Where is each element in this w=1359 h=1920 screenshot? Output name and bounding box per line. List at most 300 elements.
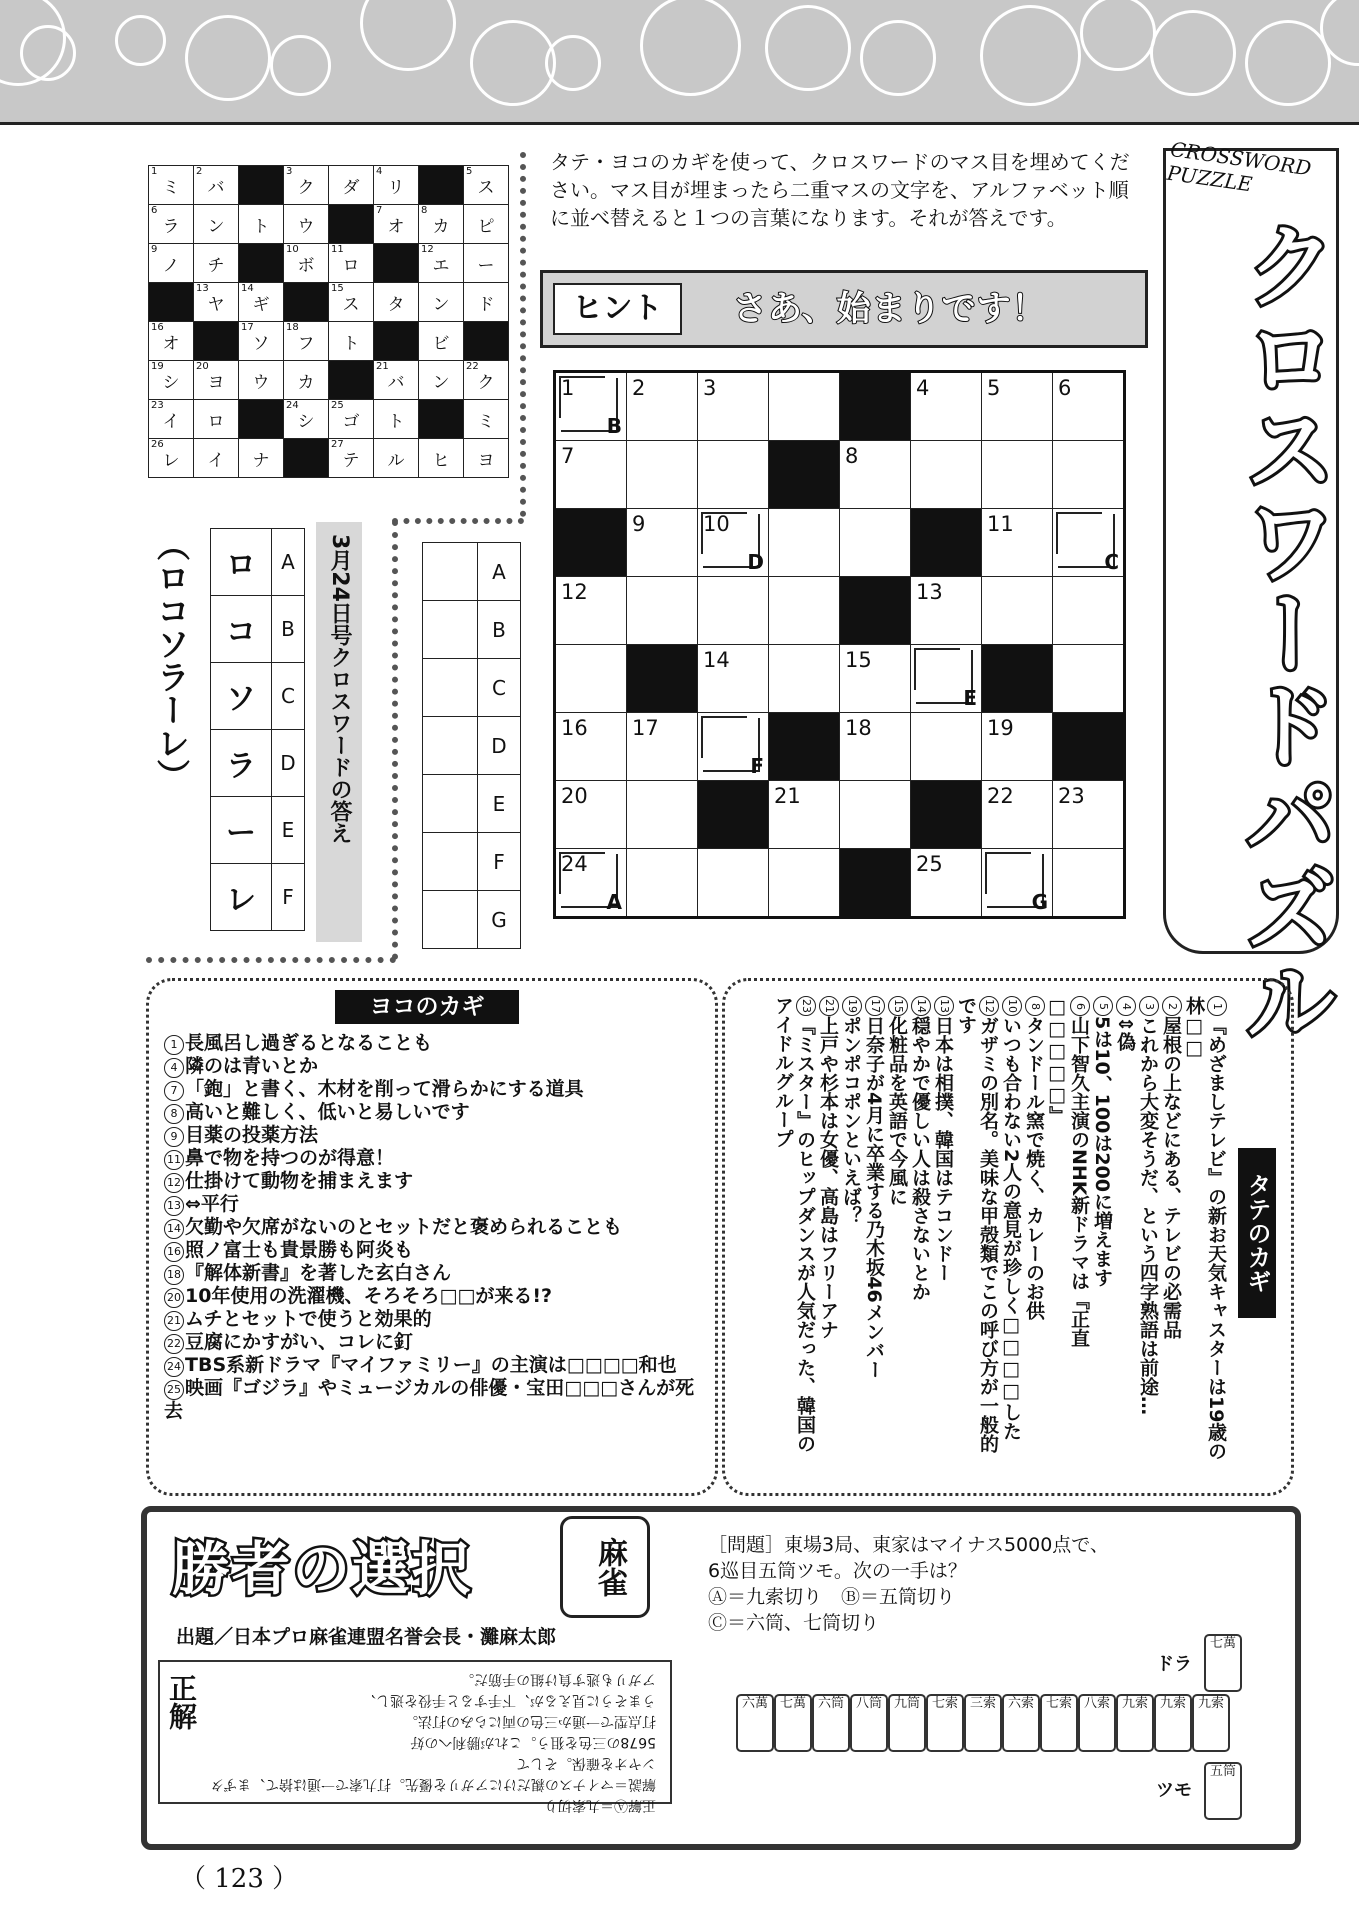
clue-text: 仕掛けて動物を捕まえます [185, 1170, 414, 1192]
answer-line: アガリも逃す負け組の手筋だ。 [460, 1671, 656, 1687]
grid-cell[interactable] [911, 577, 982, 645]
solution-cell [374, 166, 419, 205]
clue-text: ポンポコポンといえば？ [840, 1016, 862, 1225]
solution-cell [194, 361, 239, 400]
black-cell [419, 400, 464, 439]
solution-cell [194, 205, 239, 244]
grid-cell[interactable] [698, 372, 769, 441]
clue-number: 14 [164, 1219, 184, 1239]
cell-char: ギ [252, 294, 270, 315]
solution-cell [239, 322, 284, 361]
solution-cell [329, 322, 374, 361]
yoko-clue [164, 1354, 704, 1377]
grid-cell[interactable] [982, 372, 1053, 441]
instructions: タテ・ヨコのカギを使って、クロスワードのマス目を埋めてください。マス目が埋まったら二重マスの文字を、アルファベット順に並べ替えると１つの言葉になります。それが答えです。 [550, 150, 1130, 230]
tate-clue [932, 996, 955, 1466]
grid-cell[interactable] [627, 849, 698, 918]
cell-number: 12 [561, 580, 588, 604]
tate-clue [1091, 996, 1114, 1466]
black-cell [627, 645, 698, 713]
question-line: Ⓒ＝六筒、七筒切り [708, 1612, 880, 1634]
clue-text: 「鉋」と書く、木材を削って滑らかにする道具 [185, 1078, 584, 1100]
cell-number: 21 [774, 784, 801, 808]
yoko-clue [164, 1193, 704, 1216]
clue-number: 2 [1162, 996, 1182, 1016]
grid-cell[interactable] [698, 441, 769, 509]
answer-char: ロ [211, 529, 272, 596]
double-box-letter: F [750, 754, 764, 778]
clue-number: 13 [164, 1196, 184, 1216]
grid-cell[interactable] [1053, 849, 1125, 918]
crossword-grid[interactable] [553, 370, 1126, 919]
grid-cell[interactable] [555, 713, 627, 781]
answer-letter: B [272, 596, 305, 663]
cell-number: 4 [376, 166, 383, 177]
answer-letter: D [478, 717, 521, 775]
bubble [115, 15, 166, 66]
cell-number: 4 [916, 376, 930, 400]
yoko-clue [164, 1331, 704, 1354]
mahjong-title: 勝者の選択 [172, 1535, 473, 1603]
clue-text: 日本は相撲、韓国はテコンドー [932, 1016, 954, 1282]
cell-char: ト [342, 333, 360, 354]
solution-cell [464, 400, 509, 439]
grid-cell[interactable] [698, 713, 769, 781]
tate-clue [1160, 996, 1183, 1466]
grid-cell[interactable] [698, 509, 769, 577]
cell-number: 25 [916, 852, 943, 876]
tate-clue [1183, 996, 1228, 1466]
solution-cell [239, 283, 284, 322]
answer-char: ー [211, 797, 272, 864]
solution-cell [149, 244, 194, 283]
answer-line: うまそうに見えるが、下手すると手役を逃し、 [362, 1692, 656, 1708]
grid-cell[interactable] [555, 849, 627, 918]
cell-char: イ [162, 411, 180, 432]
cell-char: ミ [162, 177, 180, 198]
previous-answer-bracket: （ロコソラーレ） [152, 528, 191, 792]
cell-char: レ [162, 450, 180, 471]
mahjong-tile: 七萬 [774, 1694, 812, 1752]
bubble [545, 35, 601, 91]
grid-cell[interactable] [1053, 781, 1125, 849]
clue-text: 5は10、100は200に増えます [1091, 1016, 1113, 1287]
cell-char: ヤ [207, 294, 225, 315]
clue-number: 25 [164, 1380, 184, 1400]
header-band [0, 0, 1359, 125]
answer-entry-box [422, 542, 521, 949]
grid-cell[interactable] [627, 441, 698, 509]
cell-number: 22 [987, 784, 1014, 808]
grid-cell[interactable] [698, 577, 769, 645]
answer-line: 5678の三色を狙う。これが勝利への好 [410, 1734, 656, 1750]
grid-cell[interactable] [1053, 645, 1125, 713]
solution-cell [419, 322, 464, 361]
grid-cell[interactable] [769, 849, 840, 918]
cell-number: 3 [286, 166, 293, 177]
grid-cell[interactable] [1053, 509, 1125, 577]
cell-number: 24 [286, 400, 299, 411]
black-cell [284, 283, 329, 322]
clue-number: 17 [865, 996, 885, 1016]
black-cell [239, 166, 284, 205]
yoko-clue-list [164, 1032, 704, 1422]
yoko-clue [164, 1170, 704, 1193]
black-cell [329, 361, 374, 400]
clue-text: 鼻で物を持つのが得意！ [185, 1147, 395, 1169]
solution-cell [149, 166, 194, 205]
cell-char: ビ [432, 333, 450, 354]
cell-char: ル [387, 450, 405, 471]
bubble [765, 5, 851, 91]
answer-input-cell[interactable] [423, 717, 478, 775]
answer-line: 解説＝マイナスの親だけにアガリを優先。打九索で一通は捨て、まずタンヤオを確保。そして [210, 1755, 656, 1792]
clue-text: 穏やかで優しい人は殺さないとか [909, 1016, 931, 1301]
clue-number: 8 [164, 1104, 184, 1124]
page-title: クロスワードパズル [1230, 218, 1337, 1046]
cell-number: 16 [151, 322, 164, 333]
black-cell [769, 441, 840, 509]
bubble [1150, 10, 1236, 96]
double-box-letter: B [606, 414, 622, 438]
cell-char: ヨ [477, 450, 495, 471]
grid-cell[interactable] [627, 713, 698, 781]
cell-char: ス [477, 177, 495, 198]
mahjong-tile: 八索 [1078, 1694, 1116, 1752]
cell-char: ダ [342, 177, 360, 198]
mahjong-tile: 九筒 [888, 1694, 926, 1752]
cell-number: 11 [987, 512, 1014, 536]
answer-input-cell[interactable] [423, 775, 478, 833]
clue-number: 23 [796, 996, 816, 1016]
black-cell [464, 322, 509, 361]
cell-number: 6 [1058, 376, 1072, 400]
solution-cell [284, 166, 329, 205]
grid-cell[interactable] [555, 577, 627, 645]
divider [520, 152, 526, 517]
answer-text-upside-down [206, 1668, 656, 1815]
clue-text: 10年使用の洗濯機、そろそろ□□が来る!? [185, 1285, 553, 1307]
mahjong-tile: 六筒 [812, 1694, 850, 1752]
grid-cell[interactable] [840, 781, 911, 849]
dora-label: ドラ [1156, 1654, 1192, 1675]
mahjong-question [708, 1532, 1268, 1636]
cell-number: 26 [151, 439, 164, 450]
grid-cell[interactable] [982, 441, 1053, 509]
grid-cell[interactable] [769, 509, 840, 577]
tate-clue [955, 996, 1000, 1466]
solution-cell [284, 205, 329, 244]
solution-cell [194, 244, 239, 283]
cell-char: チ [207, 255, 225, 276]
clue-text: 高いと難しく、低いと易しいです [185, 1101, 470, 1123]
cell-number: 15 [331, 283, 344, 294]
grid-cell[interactable] [982, 781, 1053, 849]
cell-number: 23 [151, 400, 164, 411]
answer-letter: C [272, 663, 305, 730]
cell-char: テ [342, 450, 360, 471]
cell-char: シ [297, 411, 315, 432]
question-line: Ⓐ＝九索切り Ⓑ＝五筒切り [708, 1586, 956, 1608]
clue-number: 19 [842, 996, 862, 1016]
answer-line: 打点型で一通か三色の両にらみの打法。 [404, 1713, 656, 1729]
previous-answer-box [210, 528, 305, 931]
solution-cell [239, 439, 284, 478]
answer-char: ソ [211, 663, 272, 730]
clue-number: 4 [164, 1058, 184, 1078]
cell-char: ラ [162, 216, 180, 237]
cell-char: ヨ [207, 372, 225, 393]
answer-input-cell[interactable] [423, 659, 478, 717]
clue-number: 5 [1093, 996, 1113, 1016]
grid-cell[interactable] [627, 577, 698, 645]
tate-clue [1137, 996, 1160, 1466]
answer-letter: B [478, 601, 521, 659]
grid-cell[interactable] [769, 577, 840, 645]
clue-text: ガザミの別名。美味な甲殻類でこの呼び方が一般的です [955, 996, 999, 1453]
solution-cell [329, 166, 374, 205]
cell-number: 9 [632, 512, 646, 536]
double-box-letter: G [1031, 890, 1048, 914]
answer-input-cell[interactable] [423, 833, 478, 891]
tate-clue [886, 996, 909, 1466]
cell-number: 20 [561, 784, 588, 808]
grid-cell[interactable] [840, 713, 911, 781]
clue-number: 3 [1139, 996, 1159, 1016]
cell-number: 3 [703, 376, 717, 400]
clue-number: 18 [164, 1265, 184, 1285]
grid-cell[interactable] [627, 372, 698, 441]
grid-cell[interactable] [840, 645, 911, 713]
solution-cell [284, 361, 329, 400]
cell-char: ソ [252, 333, 270, 354]
solution-cell [374, 400, 419, 439]
cell-number: 20 [196, 361, 209, 372]
solution-cell [239, 205, 284, 244]
clue-text: 日奈子が4月に卒業する乃木坂46メンバー [863, 1016, 885, 1379]
answer-input-cell[interactable] [423, 543, 478, 601]
cell-char: バ [207, 177, 225, 198]
mahjong-tile: 六萬 [736, 1694, 774, 1752]
cell-char: ナ [252, 450, 270, 471]
bubble [980, 5, 1081, 106]
cell-char: ト [252, 216, 270, 237]
tate-clue [1000, 996, 1023, 1466]
solution-cell [194, 400, 239, 439]
answer-letter: A [272, 529, 305, 596]
tate-clue [1023, 996, 1046, 1466]
tate-clue [863, 996, 886, 1466]
grid-cell[interactable] [911, 372, 982, 441]
bubble [1245, 20, 1331, 106]
grid-cell[interactable] [911, 441, 982, 509]
clue-number: 1 [1207, 996, 1227, 1016]
tate-clue [772, 996, 817, 1466]
cell-char: ド [477, 294, 495, 315]
cell-char: タ [387, 294, 405, 315]
black-cell [911, 509, 982, 577]
grid-cell[interactable] [982, 713, 1053, 781]
solution-cell [419, 244, 464, 283]
clue-number: 15 [888, 996, 908, 1016]
cell-char: ウ [252, 372, 270, 393]
clue-number: 13 [934, 996, 954, 1016]
grid-cell[interactable] [555, 441, 627, 509]
grid-cell[interactable] [627, 781, 698, 849]
answer-input-cell[interactable] [423, 601, 478, 659]
cell-number: 15 [845, 648, 872, 672]
grid-cell[interactable] [555, 781, 627, 849]
bubble [270, 35, 331, 96]
grid-cell[interactable] [1053, 577, 1125, 645]
black-cell [769, 713, 840, 781]
cell-char: カ [297, 372, 315, 393]
cell-char: ト [387, 411, 405, 432]
cell-char: ミ [477, 411, 495, 432]
cell-char: ノ [162, 255, 180, 276]
mahjong-answer-box [158, 1660, 672, 1813]
answer-char: レ [211, 864, 272, 931]
solution-cell [149, 439, 194, 478]
clue-text: 目薬の投薬方法 [185, 1124, 319, 1146]
grid-cell[interactable] [911, 713, 982, 781]
answer-char: コ [211, 596, 272, 663]
solution-cell [374, 283, 419, 322]
clue-text: 化粧品を英語で今風に [886, 1016, 908, 1206]
bubble [185, 15, 271, 101]
cell-char: ク [297, 177, 315, 198]
black-cell [239, 244, 284, 283]
grid-cell[interactable] [911, 645, 982, 713]
cell-number: 18 [845, 716, 872, 740]
divider [146, 957, 396, 963]
answer-input-cell[interactable] [423, 891, 478, 949]
solution-cell [464, 205, 509, 244]
cell-number: 25 [331, 400, 344, 411]
solution-cell [374, 439, 419, 478]
cell-number: 5 [987, 376, 1001, 400]
black-cell [840, 577, 911, 645]
clue-number: 16 [164, 1242, 184, 1262]
grid-cell[interactable] [769, 781, 840, 849]
hint-label: ヒント [553, 283, 682, 335]
clue-number: 12 [164, 1173, 184, 1193]
cell-number: 14 [703, 648, 730, 672]
black-cell [555, 509, 627, 577]
solution-cell [464, 283, 509, 322]
solution-cell [464, 439, 509, 478]
grid-cell[interactable] [698, 645, 769, 713]
cell-char: ン [207, 216, 225, 237]
mahjong-tile: 六索 [1002, 1694, 1040, 1752]
page-number: （ 123 ） [180, 1864, 299, 1894]
cell-number: 8 [421, 205, 428, 216]
grid-cell[interactable] [1053, 441, 1125, 509]
grid-cell[interactable] [840, 441, 911, 509]
yoko-clue [164, 1216, 704, 1239]
mahjong-author: 出題／日本プロ麻雀連盟名誉会長・灘麻太郎 [176, 1626, 557, 1648]
grid-cell[interactable] [982, 509, 1053, 577]
tate-clue [840, 996, 863, 1466]
solution-cell [329, 244, 374, 283]
black-cell [982, 645, 1053, 713]
bubble [360, 0, 456, 71]
grid-cell[interactable] [982, 577, 1053, 645]
double-box-letter: D [747, 550, 764, 574]
yoko-clue [164, 1262, 704, 1285]
black-cell [840, 849, 911, 918]
grid-cell[interactable] [911, 849, 982, 918]
solution-cell [284, 244, 329, 283]
question-line: 6巡目五筒ツモ。次の一手は？ [708, 1560, 967, 1582]
question-line: ［問題］東場3局、東家はマイナス5000点で、 [708, 1534, 1109, 1556]
yoko-clue [164, 1078, 704, 1101]
cell-number: 2 [632, 376, 646, 400]
black-cell [840, 372, 911, 441]
grid-cell[interactable] [555, 372, 627, 441]
grid-cell[interactable] [1053, 372, 1125, 441]
clue-text: 照ノ富士も貴景勝も阿炎も [185, 1239, 414, 1261]
cell-number: 17 [632, 716, 659, 740]
clue-text: 山下智久主演のNHK新ドラマは『正直□□□□□』 [1046, 996, 1090, 1348]
yoko-clue [164, 1101, 704, 1124]
cell-char: フ [297, 333, 315, 354]
grid-cell[interactable] [840, 509, 911, 577]
answer-date-label: 3月24日号クロスワードの答え [327, 534, 352, 844]
mahjong-tile: 九索 [1192, 1694, 1230, 1752]
cell-number: 13 [196, 283, 209, 294]
tate-clues-title: タテのカギ [1238, 1148, 1276, 1318]
solution-cell [464, 361, 509, 400]
clue-number: 21 [164, 1311, 184, 1331]
cell-char: ス [342, 294, 360, 315]
clue-text: ムチとセットで使うと効果的 [185, 1308, 432, 1330]
cell-number: 12 [421, 244, 434, 255]
black-cell [698, 781, 769, 849]
clue-text: 豆腐にかすがい、コレに釘 [185, 1331, 414, 1353]
grid-cell[interactable] [769, 372, 840, 441]
cell-char: ー [477, 255, 495, 276]
cell-char: ク [477, 372, 495, 393]
grid-cell[interactable] [698, 849, 769, 918]
solution-cell [419, 361, 464, 400]
grid-cell[interactable] [982, 849, 1053, 918]
cell-number: 21 [376, 361, 389, 372]
tate-clue [1114, 996, 1137, 1466]
clue-text: 『ミスター』のヒップダンスが人気だった、韓国のアイドルグループ [772, 996, 816, 1453]
cell-number: 11 [331, 244, 344, 255]
clue-number: 7 [164, 1081, 184, 1101]
grid-cell[interactable] [627, 509, 698, 577]
mahjong-hand [736, 1694, 1236, 1752]
black-cell [239, 400, 284, 439]
tate-clue [1046, 996, 1091, 1466]
yoko-clues-title: ヨコのカギ [335, 990, 519, 1024]
double-box-letter: A [606, 890, 622, 914]
hint-text: さあ、始まりです！ [733, 289, 1047, 329]
grid-cell[interactable] [555, 645, 627, 713]
cell-char: オ [387, 216, 405, 237]
cell-number: 23 [1058, 784, 1085, 808]
yoko-clue [164, 1285, 704, 1308]
solution-cell [149, 361, 194, 400]
clue-number: 12 [979, 996, 999, 1016]
grid-cell[interactable] [769, 645, 840, 713]
cell-char: ウ [297, 216, 315, 237]
clue-number: 10 [1002, 996, 1022, 1016]
black-cell [374, 244, 419, 283]
answer-letter: C [478, 659, 521, 717]
